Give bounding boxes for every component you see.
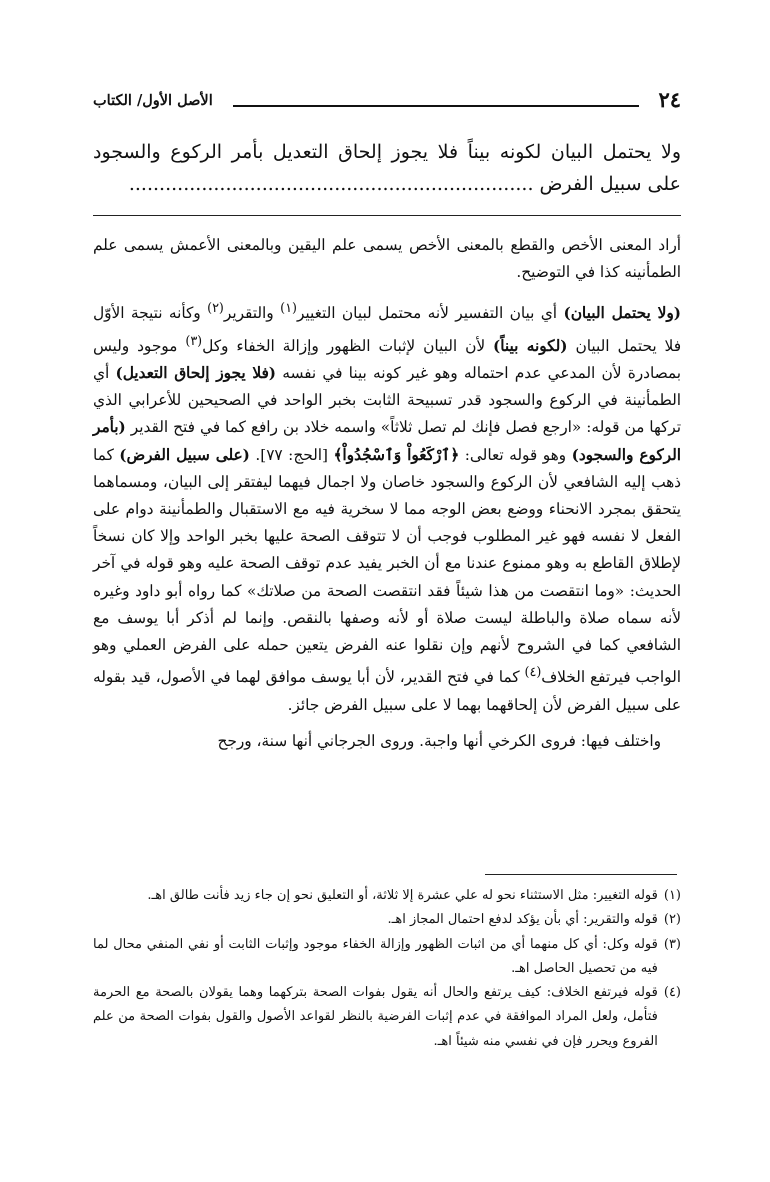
footnote-1 xyxy=(93,884,681,908)
footnote-3 xyxy=(93,933,681,982)
commentary-paragraph-1: أراد المعنى الأخص والقطع بالمعنى الأخص يسمى علم اليقين وبالمعنى الأعمش يسمى علم الطمأنينه كذا في التوضيح. xyxy=(93,236,681,282)
footnote-4 xyxy=(93,981,681,1054)
commentary-text: كما ذهب إليه الشافعي لأن الركوع والسجود خاصان ولا اجمال فيهما ليفتقر إلى البيان، ومسماهما يتحقق بمجرد الانحناء ووضع بعض الوجه مما لا سخرية فيه مع الاستقبال والطمأنينة دوام على الفعل لا نفسه فهو غير المطلوب فوجب أن لا تتوقف الصحة عليها بخبر الواحد وإلا كان نسخاً لإطلاق القاطع به وهو ممنوع عندنا مع أن الخبر يفيد عدم توقف الصحة عليه وهو قوله في آخر الحديث: «وما انتقصت من هذا شيئاً فقد انتقصت الصحة من صلاتك» كما رواه أبو داود وغيره لأنه سماه صلاة والباطلة ليست صلاة أو لأنه وصفها بالنقص. وإنما لم أذكر أبا يوسف مع الشافعي كما في الشروح لأنهم وإن نقلوا عنه الفرض يتعين حمله على الفرض العملي وهو الواجب فيرتفع الخلاف xyxy=(93,445,681,687)
commentary-text: [الحج: ٧٧]. xyxy=(249,445,334,464)
matn-divider xyxy=(93,215,681,216)
footnote-text: قوله وكل: أي كل منهما أي من اثبات الظهور وإزالة الخفاء موجود وإثبات الثابت أو نفي المنفي محال لما فيه من تحصيل الحاصل اهـ. xyxy=(93,936,658,976)
keyword-wa-la-yahtamil: (ولا يحتمل البيان) xyxy=(563,304,682,323)
commentary-paragraph-3: واختلف فيها: فروى الكرخي أنها واجبة. وروى الجرجاني أنها سنة، ورجح xyxy=(217,731,661,750)
footnote-rule xyxy=(485,874,677,875)
keyword-li-kawnihi: (لكونه بيناً) xyxy=(493,336,568,355)
quran-quote: ﴿ٱرْكَعُواْ وَٱسْجُدُواْ﴾ xyxy=(333,445,460,464)
matn-dots: ................................................................... xyxy=(128,173,534,195)
footnote-text: قوله التغيير: مثل الاستثناء نحو له علي عشرة إلا ثلاثة، أو التعليق نحو إن جاء زيد فأنت طالق اهـ. xyxy=(147,888,658,903)
footnote-number: (٢) xyxy=(663,912,681,928)
running-title: الأصل الأول/ الكتاب xyxy=(93,92,213,109)
commentary-text: أي الطمأنينة في الركوع والسجود قدر تسبيحة الثابت بخبر الواحد في الصحيحين للأعرابي الذي تركها من قوله: «ارجع فصل فإنك لم تصل ثلاثاً» واسمه خلاد بن رافع كما في فتح القدير xyxy=(93,364,681,437)
commentary-text: وهو قوله تعالى: xyxy=(459,445,572,464)
footnote-2 xyxy=(93,908,681,932)
footnote-ref-2[interactable]: (٢) xyxy=(207,301,224,317)
matn-sentence: ولا يحتمل البيان لكونه بيناً فلا يجوز إلحاق التعديل بأمر الركوع والسجود على سبيل الفرض xyxy=(93,141,681,195)
footnote-number: (٤) xyxy=(663,985,681,1001)
page-number: ٢٤ xyxy=(658,87,681,112)
header-rule xyxy=(233,105,639,107)
footnote-number: (١) xyxy=(663,888,681,903)
footnote-ref-1[interactable]: (١) xyxy=(280,301,297,317)
commentary-text: موجود وليس بمصادرة لأن المدعي عدم احتماله وهو غير كونه بينا في نفسه xyxy=(93,336,681,382)
commentary-text: أي بيان التفسير لأنه محتمل لبيان التغيير xyxy=(296,304,564,323)
commentary-text: كما في فتح القدير، لأن أبا يوسف موافق لهما في الأصول، قيد بقوله على سبيل الفرض لأن إلحاقهما بهما لا على سبيل الفرض جائز. xyxy=(93,668,681,714)
commentary-text: لأن البيان لإثبات الظهور وإزالة الخفاء وكل xyxy=(202,336,493,355)
page-header xyxy=(93,86,681,120)
footnote-number: (٣) xyxy=(663,936,681,952)
commentary-text: وكأنه نتيجة الأوّل فلا يحتمل البيان xyxy=(93,304,682,355)
matn-text xyxy=(93,136,681,200)
keyword-fa-la-yajuz: (فلا يجوز إلحاق التعديل) xyxy=(115,364,277,382)
commentary xyxy=(93,232,681,755)
footnote-text: قوله والتقرير: أي بأن يؤكد لدفع احتمال المجاز اهـ. xyxy=(387,912,658,928)
footnote-ref-4[interactable]: (٤) xyxy=(524,665,542,681)
keyword-ala-sabil: (على سبيل الفرض) xyxy=(119,445,250,464)
commentary-text: والتقرير xyxy=(223,304,281,323)
footnote-text: قوله فيرتفع الخلاف: كيف يرتفع والحال أنه يقول بفوات الصحة بتركهما وهما يقولان بالصحة مع الحرمة فتأمل، ولعل المراد الموافقة في عدم إثبات الفرضية بالنظر لقواعد الأصول والقول بفوات الصحة من علم الفروع ويحرر فإن في نفسي منه شيئاً اهـ. xyxy=(93,985,658,1049)
footnotes xyxy=(93,884,681,1054)
commentary-paragraph-2 xyxy=(93,295,681,718)
footnote-ref-3[interactable]: (٣) xyxy=(185,333,203,349)
keyword-bi-amr: (بأمر الركوع والسجود) xyxy=(93,418,681,464)
